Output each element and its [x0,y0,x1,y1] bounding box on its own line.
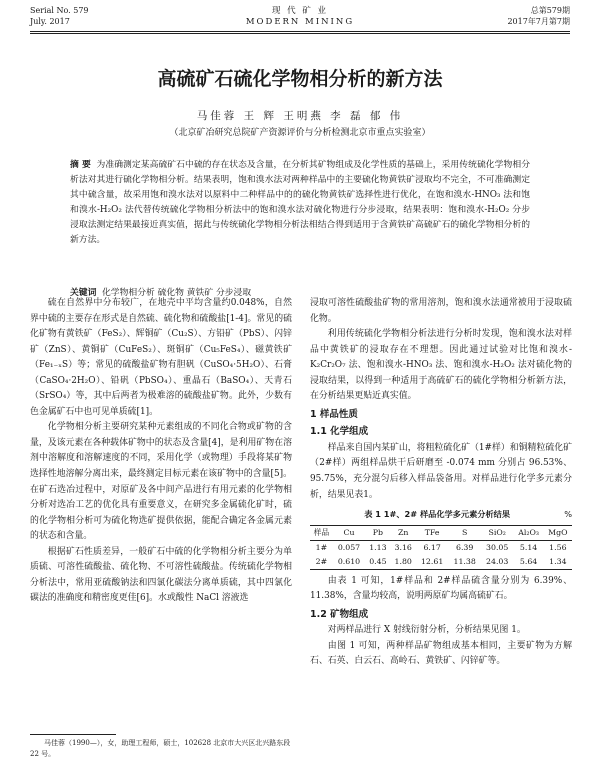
paper-title: 高硫矿石硫化学物相分析的新方法 [157,68,443,90]
abstract-label: 摘 要 [70,160,91,170]
intro-paragraph-1: 硫在自然界中分布较广，在地壳中平均含量约0.048%，自然界中硫的主要存在形式是自然硫、硫化物和硫酸盐[1-4]。常见的硫化矿物有黄铁矿（FeS₂）、辉铜矿（Cu₂S）、方铅矿（PbS）、闪锌矿（ZnS）、黄铜矿（CuFeS₂）、斑铜矿（Cu₅FeS₄）、磁黄铁矿（Fe₁₋ₓS）等；常见的硫酸盐矿物有胆矾（CuSO₄·5H₂O）、石膏（CaSO₄·2H₂O）、铅矾（PbSO₄）、重晶石（BaSO₄）、天青石（SrSO₄）等，其中后两者为极难溶的硫酸盐矿物。此外，少数有色金属矿石中也可见单质硫[1]。 [30,298,292,417]
table-cell: 1.80 [394,556,412,566]
table-unit: % [564,509,572,520]
intro-paragraph-2: 化学物相分析主要研究某种元素组成的不同化合物或矿物的含量，及该元素在各种载体矿物中的状态及含量[4]，是利用矿物在溶剂中溶解度和溶解速度的不同，采用化学（或物理）手段将某矿物选择性地溶解分离出来，最终测定目标元素在该矿物中的含量[5]。在矿石选冶过程中，对原矿及各中间产品进行有用元素的化学物相分析对选冶工艺的优化具有重要意义，在研究多金属硫化矿时，硫的化学物相分析可为硫化物选矿提供依据，能配合确定各金属元素的状态和含量。 [30,422,292,542]
header-journal-en: MODERN MINING [245,17,355,27]
table-cell: 30.05 [486,542,509,552]
table-row [310,540,572,555]
table-cell: 0.057 [337,542,361,552]
table-header-cell: Cu [343,527,355,537]
keywords-text: 化学物相分析 硫化物 黄铁矿 分步浸取 [102,288,252,298]
table-cell: 24.03 [486,556,509,566]
intro-paragraph-4: 利用传统硫化学物相分析法进行分析时发现，饱和溴水法对样品中黄铁矿的浸取存在不理想。因此通过试验对比饱和溴水-K₂Cr₂O₇ 法、饱和溴水-HNO₃ 法、饱和溴水-H₂O₂ 法对硫化物的浸取结果，以得到一种适用于高硫矿石的硫化学物相分析新方法，在分析结果更贴近真实值。 [310,329,572,402]
intro-continued: 浸取可溶性硫酸盐矿物的常用溶剂，饱和溴水法通常被用于浸取硫化物。 [310,298,572,324]
paper-affiliation: （北京矿冶研究总院矿产资源评价与分析检测北京市重点实验室） [169,128,431,138]
table-header-cell: TFe [424,527,440,537]
author-footnote: 马佳蓉（1990—），女，助理工程师，硕士，102628 北京市大兴区北兴路东段 22 号。 [30,739,291,758]
table-caption [310,507,572,523]
table-cell: 11.38 [453,556,476,566]
header-rule-thin [30,33,570,34]
table-cell: 2# [315,556,328,566]
table-cell: 1.56 [549,542,567,552]
table-header-cell: Al₂O₃ [518,527,539,537]
table-header-cell: S [462,527,468,537]
table-cell: 1# [315,542,328,552]
header-issue-date: 2017年7月第7期 [507,17,570,26]
header-issue-no: 总第579期 [530,6,570,15]
right-column [310,296,572,670]
header-serial: Serial No. 579 [30,6,89,15]
table-cell: 12.61 [420,556,444,566]
table-header-cell: SiO₂ [488,527,506,537]
keywords-label: 关键词 [70,288,97,298]
table-cell: 6.39 [455,542,474,552]
chemical-analysis-table [310,525,572,570]
section-heading-1-2: 1.2 矿物组成 [310,608,369,620]
footnote-rule [30,734,116,735]
left-column [30,296,292,607]
paper-authors: 马佳蓉 王 辉 王明燕 李 磊 郁 伟 [196,110,404,122]
mineral-paragraph: 由图 1 可知，两种样品矿物组成基本相同，主要矿物为方解石、石英、白云石、高岭石、黄铁矿、闪锌矿等。 [310,640,572,667]
table-caption-text: 表 1 1#、2# 样品化学多元素分析结果 [364,509,511,520]
table-cell: 5.14 [519,542,538,552]
table-header-cell: Zn [397,527,409,537]
table-header-cell: MgO [548,527,568,537]
header-journal-cn: 现 代 矿 业 [271,6,329,16]
results-paragraph: 由表 1 可知，1#样品和 2#样品硫含量分别为 6.39%、11.38%，含量均较高，说明两原矿均属高硫矿石。 [310,575,572,602]
abstract-text: 为准确测定某高硫矿石中硫的存在状态及含量，在分析其矿物组成及化学性质的基础上，采用传统硫化学物相分析法对其进行硫化学物相分析。结果表明，饱和溴水法对两种样品中的主要硫化物黄铁矿浸取均不完全，不可准确测定其中硫含量，故采用饱和溴水法对以原料中二种样品中的的硫化物黄铁矿选择性进行优化，在饱和溴水-HNO₃ 法和饱和溴水-H₂O₂ 法代替传统硫化学物相分析法中的饱和溴水法对硫化物进行分步浸取，结果表明：饱和溴水-H₂O₂ 分步浸取法测定结果最接近真实值，据此与传统硫化学物相分析法相结合得到适用于含黄铁矿高硫矿石的硫化学物相分析的新方法。 [70,160,530,245]
section-heading-1: 1 样品性质 [310,408,358,420]
xrd-paragraph: 对两样品进行 X 射线衍射分析，分析结果见图 1。 [327,625,526,636]
table-header-cell: 样品 [313,527,330,537]
table-cell: 0.45 [369,556,387,566]
table-cell: 3.16 [394,542,412,552]
table-cell: 5.64 [519,556,538,566]
table-header-cell: Pb [372,527,384,537]
table-cell: 1.13 [369,542,387,552]
intro-paragraph-3: 根据矿石性质差异，一般矿石中硫的化学物相分析主要分为单质硫、可溶性硫酸盐、硫化物、不可溶性硫酸盐。传统硫化学物相分析法中，常用亚硫酸钠法和四氯化碳法分离单质硫，其中四氯化碳法的准确度和精密度更佳[6]。水或酸性 NaCl 溶液选 [30,546,292,604]
samples-paragraph: 样品来自国内某矿山，将粗粒硫化矿（1#样）和铜精粒硫化矿（2#样）两组样品烘干后研磨至 -0.074 mm 分别占 96.53%、95.75%，充分混匀后移入样品袋备用。对样品进行化学多元素分析，结果见表1。 [310,442,572,500]
table-cell: 0.610 [337,556,361,566]
table-cell: 6.17 [423,542,441,552]
section-heading-1-1: 1.1 化学组成 [310,426,369,438]
header-date-en: July. 2017 [30,17,70,26]
table-cell: 1.34 [549,556,567,566]
abstract [70,158,530,248]
header-rule [30,31,570,32]
table-row [310,555,572,570]
table-header-row [310,525,572,540]
